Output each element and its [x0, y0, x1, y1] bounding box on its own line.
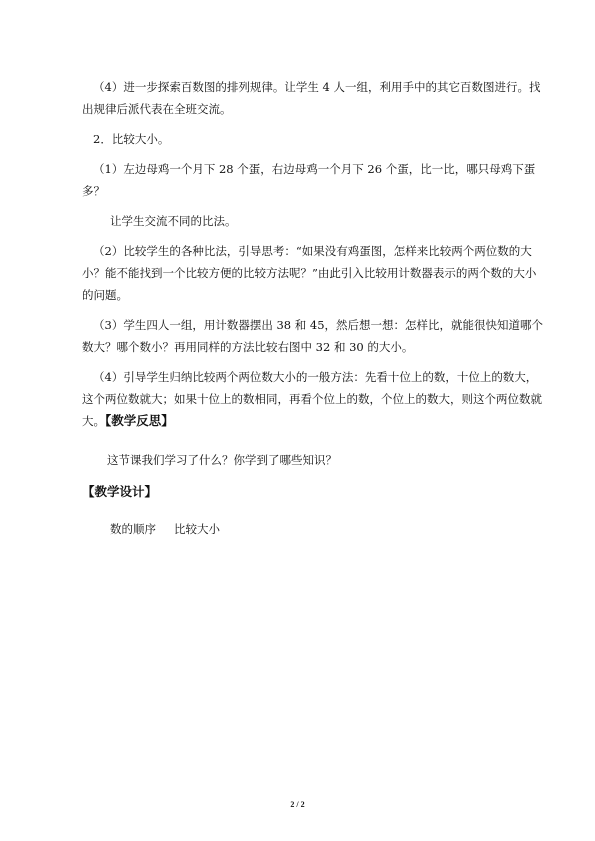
- paragraph-line: （2）比较学生的各种比法，引导思考：“如果没有鸡蛋图，怎样来比较两个两位数的大: [93, 244, 532, 258]
- paragraph-line: 的问题。: [82, 288, 128, 302]
- section-title: 2．比较大小。: [93, 132, 170, 146]
- paragraph-line: （4）进一步探索百数图的排列规律。让学生 4 人一组，利用手中的其它百数图进行。找: [93, 80, 541, 94]
- reflection-text: 这节课我们学习了什么？你学到了哪些知识？: [107, 453, 337, 467]
- design-item-order: 数的顺序: [110, 522, 156, 536]
- design-item-compare: 比较大小: [174, 522, 220, 536]
- paragraph-line: （3）学生四人一组，用计数器摆出 38 和 45，然后想一想：怎样比，就能很快知道哪个: [93, 318, 544, 332]
- design-heading: 【教学设计】: [82, 484, 158, 499]
- page-number: 2 / 2: [290, 800, 305, 809]
- paragraph-line: （4）引导学生归纳比较两个两位数大小的一般方法：先看十位上的数，十位上的数大，: [93, 370, 538, 384]
- paragraph-line: 出规律后派代表在全班交流。: [82, 102, 232, 116]
- paragraph-line: 小？能不能找到一个比较方便的比较方法呢？”由此引入比较用计数器表示的两个数的大小: [82, 266, 537, 280]
- paragraph-line: [82, 414, 174, 428]
- reflection-heading: 【教学反思】: [105, 413, 174, 428]
- paragraph-line: 让学生交流不同的比法。: [110, 214, 237, 228]
- paragraph-line: 这个两位数就大；如果十位上的数相同，再看个位上的数，个位上的数大，则这个两位数就: [82, 392, 542, 406]
- paragraph-line: （1）左边母鸡一个月下 28 个蛋，右边母鸡一个月下 26 个蛋，比一比，哪只母鸡下蛋: [93, 162, 536, 176]
- paragraph-line: 多？: [82, 184, 105, 198]
- paragraph-line: 数大？哪个数小？再用同样的方法比较右图中 32 和 30 的大小。: [82, 340, 414, 354]
- paragraph-line-end: 大。: [82, 414, 105, 428]
